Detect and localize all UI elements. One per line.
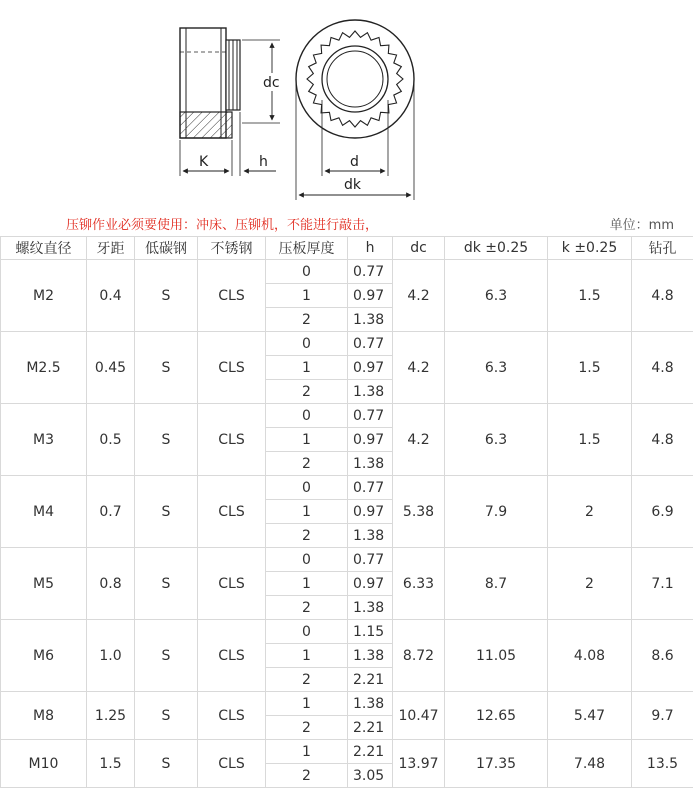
dk-cell: 6.3 (445, 404, 548, 476)
thread-cell: M3 (1, 404, 87, 476)
h-cell: 3.05 (348, 764, 393, 788)
table-row (1, 476, 693, 500)
drill-hole-cell: 9.7 (632, 692, 693, 740)
low-carbon-cell: S (135, 620, 198, 692)
k-cell: 5.47 (548, 692, 632, 740)
drill-hole-cell: 7.1 (632, 548, 693, 620)
plate-thickness-cell: 2 (266, 764, 348, 788)
side-view (180, 28, 285, 176)
plate-thickness-cell: 1 (266, 284, 348, 308)
thread-cell: M10 (1, 740, 87, 788)
h-cell: 2.21 (348, 740, 393, 764)
k-cell: 1.5 (548, 260, 632, 332)
spec-table-body (1, 260, 693, 788)
h-cell: 0.77 (348, 476, 393, 500)
plate-thickness-cell: 0 (266, 476, 348, 500)
h-cell: 1.38 (348, 524, 393, 548)
header-drill-hole: 钻孔 (632, 237, 693, 260)
header-h: h (348, 237, 393, 260)
h-cell: 1.38 (348, 452, 393, 476)
h-cell: 1.15 (348, 620, 393, 644)
low-carbon-cell: S (135, 332, 198, 404)
h-cell: 2.21 (348, 668, 393, 692)
h-cell: 1.38 (348, 692, 393, 716)
dc-label: dc (263, 75, 280, 91)
plate-thickness-cell: 1 (266, 500, 348, 524)
k-cell: 7.48 (548, 740, 632, 788)
drill-hole-cell: 4.8 (632, 332, 693, 404)
plate-thickness-cell: 1 (266, 572, 348, 596)
h-cell: 0.77 (348, 548, 393, 572)
dk-label: dk (344, 177, 361, 193)
h-cell: 0.97 (348, 284, 393, 308)
h-cell: 1.38 (348, 644, 393, 668)
header-dk: dk ±0.25 (445, 237, 548, 260)
header-stainless-steel: 不锈钢 (198, 237, 266, 260)
stainless-cell: CLS (198, 692, 266, 740)
front-view (296, 20, 414, 200)
pitch-cell: 0.5 (87, 404, 135, 476)
k-cell: 2 (548, 476, 632, 548)
dc-cell: 13.97 (393, 740, 445, 788)
h-label: h (259, 154, 268, 170)
pitch-cell: 0.8 (87, 548, 135, 620)
header-pitch: 牙距 (87, 237, 135, 260)
thread-cell: M8 (1, 692, 87, 740)
k-cell: 2 (548, 548, 632, 620)
dc-cell: 6.33 (393, 548, 445, 620)
dc-cell: 8.72 (393, 620, 445, 692)
drill-hole-cell: 13.5 (632, 740, 693, 788)
h-cell: 2.21 (348, 716, 393, 740)
table-header-row (1, 237, 693, 260)
plate-thickness-cell: 0 (266, 404, 348, 428)
pitch-cell: 1.25 (87, 692, 135, 740)
d-label: d (350, 154, 359, 170)
plate-thickness-cell: 0 (266, 620, 348, 644)
header-thread-diameter: 螺纹直径 (1, 237, 87, 260)
stainless-cell: CLS (198, 404, 266, 476)
h-cell: 0.97 (348, 356, 393, 380)
dk-cell: 17.35 (445, 740, 548, 788)
stainless-cell: CLS (198, 332, 266, 404)
table-row (1, 692, 693, 716)
plate-thickness-cell: 1 (266, 356, 348, 380)
usage-notice: 压铆作业必须要使用：冲床、压铆机，不能进行敲击， (66, 218, 379, 233)
k-cell: 1.5 (548, 332, 632, 404)
h-cell: 1.38 (348, 596, 393, 620)
plate-thickness-cell: 2 (266, 596, 348, 620)
thread-cell: M4 (1, 476, 87, 548)
drill-hole-cell: 4.8 (632, 260, 693, 332)
k-cell: 1.5 (548, 404, 632, 476)
drill-hole-cell: 4.8 (632, 404, 693, 476)
thread-cell: M5 (1, 548, 87, 620)
pitch-cell: 1.5 (87, 740, 135, 788)
header-plate-thickness: 压板厚度 (266, 237, 348, 260)
pitch-cell: 0.7 (87, 476, 135, 548)
plate-thickness-cell: 1 (266, 428, 348, 452)
h-cell: 0.77 (348, 332, 393, 356)
h-cell: 0.77 (348, 404, 393, 428)
spec-table (0, 236, 693, 788)
low-carbon-cell: S (135, 548, 198, 620)
plate-thickness-cell: 2 (266, 380, 348, 404)
table-row (1, 620, 693, 644)
plate-thickness-cell: 2 (266, 308, 348, 332)
plate-thickness-cell: 2 (266, 452, 348, 476)
pitch-cell: 0.45 (87, 332, 135, 404)
table-row (1, 332, 693, 356)
nut-drawing-svg (0, 0, 693, 210)
h-cell: 0.77 (348, 260, 393, 284)
table-row (1, 740, 693, 764)
dk-cell: 7.9 (445, 476, 548, 548)
dc-cell: 5.38 (393, 476, 445, 548)
header-low-carbon-steel: 低碳钢 (135, 237, 198, 260)
plate-thickness-cell: 0 (266, 332, 348, 356)
dk-cell: 11.05 (445, 620, 548, 692)
dk-cell: 6.3 (445, 260, 548, 332)
plate-thickness-cell: 1 (266, 740, 348, 764)
stainless-cell: CLS (198, 260, 266, 332)
h-cell: 1.38 (348, 308, 393, 332)
thread-cell: M2.5 (1, 332, 87, 404)
stainless-cell: CLS (198, 548, 266, 620)
h-cell: 0.97 (348, 428, 393, 452)
plate-thickness-cell: 1 (266, 644, 348, 668)
low-carbon-cell: S (135, 260, 198, 332)
h-cell: 0.97 (348, 572, 393, 596)
k-label: K (199, 154, 209, 170)
plate-thickness-cell: 0 (266, 260, 348, 284)
table-row (1, 404, 693, 428)
low-carbon-cell: S (135, 476, 198, 548)
dk-cell: 6.3 (445, 332, 548, 404)
thread-cell: M6 (1, 620, 87, 692)
header-dc: dc (393, 237, 445, 260)
table-row (1, 260, 693, 284)
stainless-cell: CLS (198, 740, 266, 788)
plate-thickness-cell: 0 (266, 548, 348, 572)
dk-cell: 12.65 (445, 692, 548, 740)
low-carbon-cell: S (135, 740, 198, 788)
plate-thickness-cell: 2 (266, 716, 348, 740)
header-k: k ±0.25 (548, 237, 632, 260)
dc-cell: 4.2 (393, 404, 445, 476)
drill-hole-cell: 6.9 (632, 476, 693, 548)
unit-label: 单位：mm (609, 218, 674, 233)
h-cell: 0.97 (348, 500, 393, 524)
table-row (1, 548, 693, 572)
k-cell: 4.08 (548, 620, 632, 692)
thread-cell: M2 (1, 260, 87, 332)
plate-thickness-cell: 2 (266, 524, 348, 548)
dk-cell: 8.7 (445, 548, 548, 620)
dc-cell: 10.47 (393, 692, 445, 740)
pitch-cell: 0.4 (87, 260, 135, 332)
notice-row (0, 210, 693, 236)
dc-cell: 4.2 (393, 260, 445, 332)
plate-thickness-cell: 1 (266, 692, 348, 716)
drill-hole-cell: 8.6 (632, 620, 693, 692)
plate-thickness-cell: 2 (266, 668, 348, 692)
pitch-cell: 1.0 (87, 620, 135, 692)
stainless-cell: CLS (198, 476, 266, 548)
low-carbon-cell: S (135, 692, 198, 740)
dc-cell: 4.2 (393, 332, 445, 404)
h-cell: 1.38 (348, 380, 393, 404)
technical-drawing (0, 0, 693, 210)
low-carbon-cell: S (135, 404, 198, 476)
stainless-cell: CLS (198, 620, 266, 692)
